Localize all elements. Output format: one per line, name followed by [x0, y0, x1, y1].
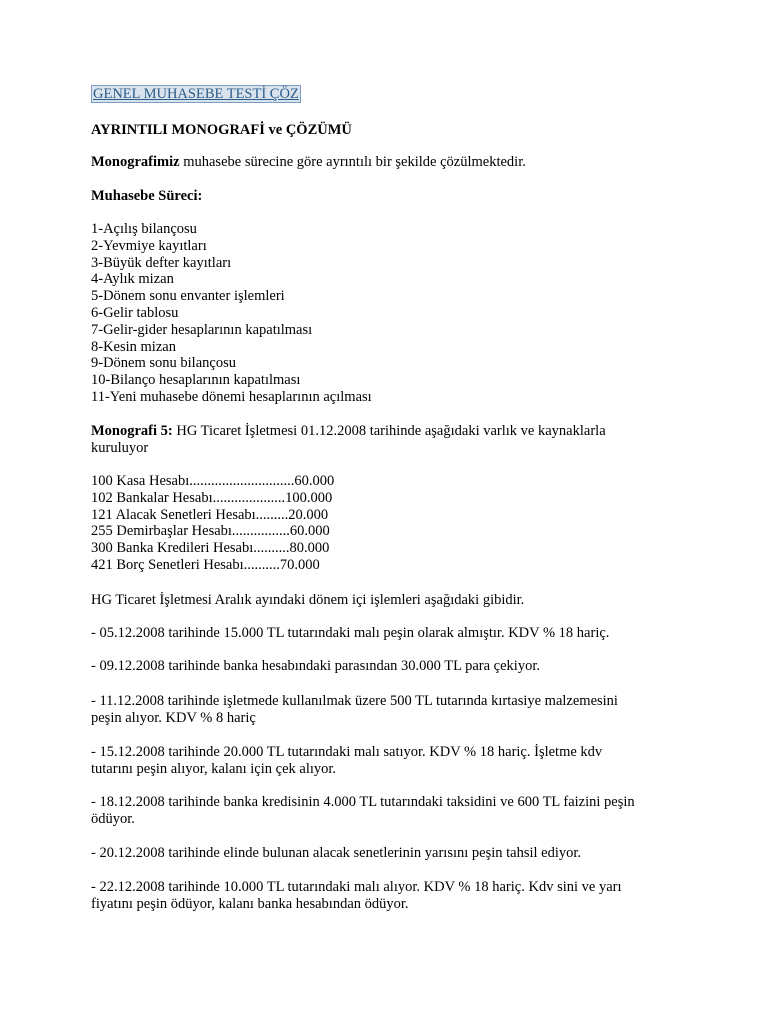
transaction-item	[91, 845, 581, 862]
genel-muhasebe-test-link[interactable]: GENEL MUHASEBE TESTİ ÇÖZ	[93, 86, 299, 102]
transaction-item	[91, 693, 618, 727]
process-steps-list	[91, 221, 372, 406]
process-step: 3-Büyük defter kayıtları	[91, 254, 232, 271]
transaction-item	[91, 744, 602, 778]
monograph-label: Monografi 5:	[91, 423, 173, 439]
process-title: Muhasebe Süreci:	[91, 188, 203, 204]
transaction-line: - 22.12.2008 tarihinde 10.000 TL tutarındaki malı alıyor. KDV % 18 hariç. Kdv sini ve yarı	[91, 879, 622, 895]
process-step: 11-Yeni muhasebe dönemi hesaplarının açılması	[91, 388, 372, 405]
monograph-text-line2: kuruluyor	[91, 439, 149, 456]
period-intro: HG Ticaret İşletmesi Aralık ayındaki dönem içi işlemleri aşağıdaki gibidir.	[91, 592, 525, 608]
transaction-line: - 11.12.2008 tarihinde işletmede kullanılmak üzere 500 TL tutarında kırtasiye malzemesini	[91, 693, 618, 709]
account-line: 121 Alacak Senetleri Hesabı.........20.000	[91, 506, 329, 523]
process-step: 5-Dönem sonu envanter işlemleri	[91, 288, 285, 305]
transaction-item	[91, 879, 622, 913]
transaction-line: ödüyor.	[91, 810, 135, 827]
process-step: 9-Dönem sonu bilançosu	[91, 355, 236, 372]
transaction-line: fiyatını peşin ödüyor, kalanı banka hesabından ödüyor.	[91, 895, 409, 912]
accounts-list	[91, 473, 334, 574]
account-line: 102 Bankalar Hesabı....................100.000	[91, 489, 333, 506]
intro-text: muhasebe sürecine göre ayrıntılı bir şekilde çözülmektedir.	[179, 154, 526, 170]
account-line: 100 Kasa Hesabı.............................60.000	[91, 473, 335, 489]
document-heading: AYRINTILI MONOGRAFİ ve ÇÖZÜMÜ	[91, 122, 352, 138]
account-line: 421 Borç Senetleri Hesabı..........70.000	[91, 556, 320, 573]
process-step: 8-Kesin mizan	[91, 338, 176, 355]
transaction-line: - 05.12.2008 tarihinde 15.000 TL tutarındaki malı peşin olarak almıştır. KDV % 18 hariç.	[91, 625, 610, 641]
transaction-line: - 18.12.2008 tarihinde banka kredisinin 4.000 TL tutarındaki taksidini ve 600 TL faizini peşin	[91, 794, 635, 810]
account-line: 255 Demirbaşlar Hesabı................60.000	[91, 523, 330, 540]
intro-bold-term: Monografimiz	[91, 154, 180, 170]
monograph-text-line1: HG Ticaret İşletmesi 01.12.2008 tarihinde aşağıdaki varlık ve kaynaklarla	[172, 423, 606, 439]
transaction-line: - 09.12.2008 tarihinde banka hesabındaki parasından 30.000 TL para çekiyor.	[91, 658, 540, 674]
transaction-item	[91, 658, 540, 675]
transaction-line: - 20.12.2008 tarihinde elinde bulunan alacak senetlerinin yarısını peşin tahsil ediyor.	[91, 845, 582, 861]
transaction-line: - 15.12.2008 tarihinde 20.000 TL tutarındaki malı satıyor. KDV % 18 hariç. İşletme kdv	[91, 744, 603, 760]
process-step: 6-Gelir tablosu	[91, 304, 179, 321]
transaction-line: tutarını peşin alıyor, kalanı için çek alıyor.	[91, 760, 337, 777]
transaction-item	[91, 794, 635, 828]
title-link-row	[91, 86, 301, 103]
process-step: 2-Yevmiye kayıtları	[91, 237, 207, 254]
account-line: 300 Banka Kredileri Hesabı..........80.000	[91, 540, 330, 557]
monograph-paragraph	[91, 423, 606, 457]
process-step: 10-Bilanço hesaplarının kapatılması	[91, 372, 301, 389]
transaction-line: peşin alıyor. KDV % 8 hariç	[91, 709, 256, 726]
process-step: 4-Aylık mizan	[91, 271, 174, 288]
process-step: 7-Gelir-gider hesaplarının kapatılması	[91, 321, 313, 338]
transaction-item	[91, 625, 609, 642]
intro-paragraph	[91, 154, 526, 171]
process-step: 1-Açılış bilançosu	[91, 221, 197, 237]
